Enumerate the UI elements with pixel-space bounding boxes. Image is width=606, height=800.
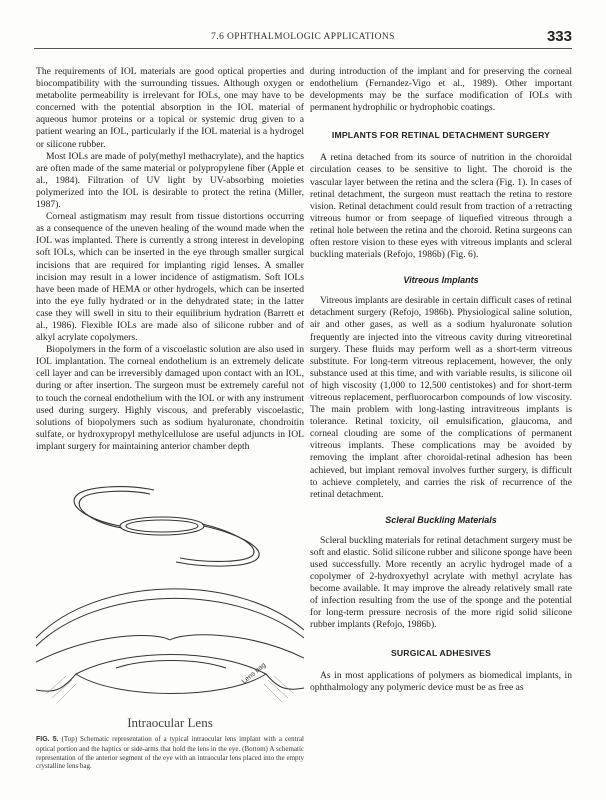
iol-diagram (36, 462, 304, 714)
caption-label: FIG. 5. (36, 736, 59, 743)
section-title: 7.6 OPHTHALMOLOGIC APPLICATIONS (211, 32, 395, 42)
right-column (310, 66, 572, 694)
ciliary-right (266, 674, 304, 689)
page-number: 333 (546, 28, 572, 45)
optic-inner (126, 520, 198, 532)
body-paragraph: The requirements of IOL materials are good optical properties and biocompatibility with the surrounding tissues. Although oxygen or metabolite permeability is irrelevant for IOLs, one may have to be concerned with the potential absorption in the IOL material of aqueous humor proteins or a topical or systemic drug given to a patient wearing an IOL, particularly if the IOL material is a hydrogel or silicone rubber. (36, 66, 304, 150)
body-paragraph: Scleral buckling materials for retinal detachment surgery must be soft and elastic. Solid silicone rubber and silicone sponge have been used successfully. More recently an acrylic hydrogel made of a copolymer of 2-hydroxyethyl acrylate with methyl acrylate has become available. It may improve the already relatively small rate of infection resulting from the use of the sponge and the potential for long-term pressure necrosis of the more rigid solid silicone rubber implants (Refojo, 1986b). (310, 534, 572, 631)
ciliary-left (36, 674, 76, 691)
body-paragraph: As in most applications of polymers as biomedical implants, in ophthalmology any polymeric device must be as free as (310, 669, 572, 693)
caption-text: (Top) Schematic representation of a typical intraocular lens implant with a central optical portion and the haptics or side-arms that hold the lens in the eye. (Bottom) A schematic representation of the anterior segment of the eye with an intraocular lens placed into the empty crystalline lens bag. (36, 735, 304, 771)
body-paragraph: Vitreous implants are desirable in certain difficult cases of retinal detachment surgery (Refojo, 1986b). Physiological saline solution, air and other gases, as well as a sodium hyaluronate solution frequently are injected into the vitreous cavity during vitreoretinal surgery. These fluids may perform well as a short-term vitreous substitute. For long-term vitreous replacement, however, the only substance used at this time, and with variable results, is silicone oil of high viscosity (1,000 to 12,500 centistokes) and for short-term vitreous replacement, perfluorocarbon compounds of low viscosity. The main problem with long-lasting intravitreous implants is tolerance. Retinal toxicity, oil emulsification, glaucoma, and corneal clouding are some of the complications of permanent vitreous implants. These complications may be avoided by removing the implant after choroidal-retinal adhesion has been achieved, but implant removal involves further surgery, is difficult to achieve completely, and carries the risk of recurrence of the retinal detachment. (310, 295, 572, 500)
figure-caption (36, 735, 304, 771)
subheading-scleral: Scleral Buckling Materials (385, 514, 497, 525)
figure-intraocular-lens (36, 462, 304, 730)
body-paragraph: Corneal astigmatism may result from tissue distortions occurring as a consequence of the uneven healing of the wound made when the IOL was implanted. There is currently a strong interest in developing soft IOLs, which can be inserted in the eye through smaller surgical incisions that are required for implanting rigid lenses. A smaller incision may result in a lower incidence of astigmatism. Soft IOLs have been made of HEMA or other hydrogels, which can be inserted into the eye fully hydrated or in the dehydrated state; in the latter case they will swell in situ to their equilibrium hydration (Barrett et al., 1986). Flexible IOLs are made also of silicone rubber and of alkyl acrylate copolymers. (36, 211, 304, 344)
iris-right (170, 635, 304, 658)
haptic-left-inner (79, 491, 150, 528)
eye-hatching (46, 676, 294, 702)
running-header (34, 30, 572, 49)
iris-left (36, 635, 170, 662)
iol-optic-in-bag (116, 661, 226, 669)
iol-implant-drawing (74, 487, 259, 566)
eye-anterior-segment-drawing (36, 589, 304, 694)
body-paragraph: Biopolymers in the form of a viscoelastic solution are also used in IOL implantation. The corneal endothelium is an extremely delicate cell layer and can be irreversibly damaged upon contact with an IOL, during or after insertion. The surgeon must be extremely careful not to touch the corneal endothelium with the IOL or with any instrument used during surgery. Highly viscous, and preferably viscoelastic, solutions of biopolymers such as sodium hyaluronate, chondroitin sulfate, or hydroxypropyl methylcellulose are useful adjuncts in IOL implant surgery for maintaining anterior chamber depth (36, 344, 304, 452)
haptic-right (176, 526, 259, 566)
section-heading-retinal: IMPLANTS FOR RETINAL DETACHMENT SURGERY (331, 130, 551, 141)
figure-title: Intraocular Lens (127, 715, 213, 730)
body-paragraph: during introduction of the implant and for preserving the corneal endothelium (Fernandez-Vigo et al., 1989). Other important developments may be the surface modification of IOLs with permanent hydrophilic or hydrophobic coatings. (310, 66, 572, 114)
body-paragraph: A retina detached from its source of nutrition in the choroidal circulation ceases to be sensitive to light. The choroid is the vascular layer between the retina and the sclera (Fig. 1). In cases of retinal detachment, the surgeon must reattach the retina to restore vision. Retinal detachment could result from traction of a retracting vitreous humor or from seepage of liquefied vitreous through a retinal hole between the retina and the choroid. Retina surgeons can often restore vision to these eyes with vitreous implants and scleral buckling materials (Refojo, 1986b) (Fig. 6). (310, 152, 572, 261)
subheading-vitreous: Vitreous Implants (403, 275, 479, 286)
section-heading-adhesives: SURGICAL ADHESIVES (390, 647, 492, 658)
left-column (36, 66, 304, 453)
cornea-outer (36, 589, 304, 638)
lens-bag-label: Lens bag (240, 661, 268, 686)
body-paragraph: Most IOLs are made of poly(methyl methacrylate), and the haptics are often made of the same material or polypropylene fiber (Apple et al., 1984). Filtration of UV light by UV-absorbing moieties polymerized into the IOL is desirable to protect the retina (Miller, 1987). (36, 150, 304, 211)
